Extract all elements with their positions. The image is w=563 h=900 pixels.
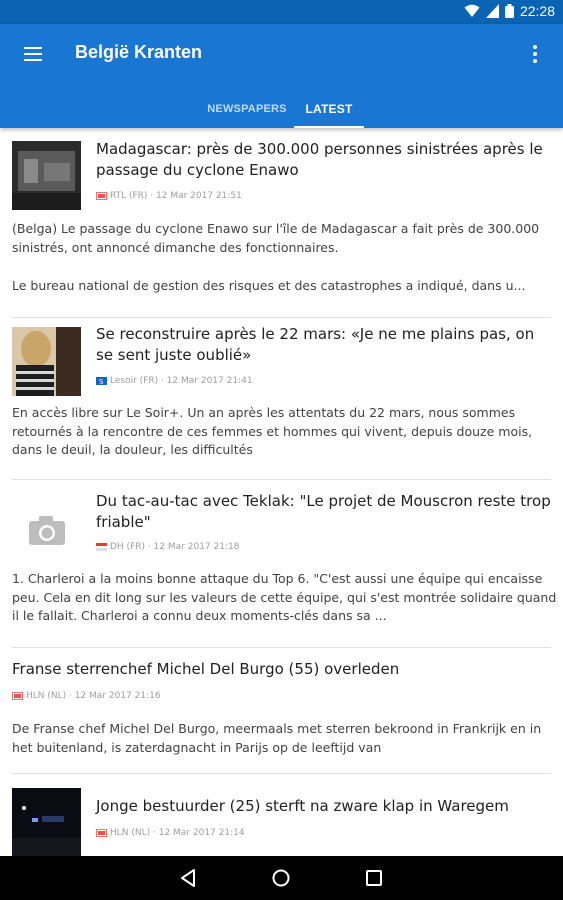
article-headline: Du tac-au-tac avec Teklak: "Le projet de Mouscron reste trop friable" xyxy=(96,492,551,531)
news-feed[interactable] xyxy=(0,128,563,856)
camera-icon xyxy=(12,495,81,564)
article-snippet: 1. Charleroi a la moins bonne attaque du Top 6. "C'est aussi une équipe qui encaisse peu. Cela en dit long sur les valeurs de cette équipe, qui s'est montrée solidaire quand il le fallait. Charleroi a connu deux moments-clés dans sa ... xyxy=(12,571,557,623)
article-meta xyxy=(12,691,161,701)
article-thumbnail xyxy=(12,327,81,396)
app-bar xyxy=(0,24,563,128)
tab-newspapers[interactable]: NEWSPAPERS xyxy=(207,103,287,115)
article-thumbnail xyxy=(12,788,81,856)
article-item[interactable] xyxy=(0,324,563,480)
wifi-icon xyxy=(464,4,480,18)
article-headline: Madagascar: près de 300.000 personnes sinistrées après le passage du cyclone Enawo xyxy=(96,140,543,179)
status-bar xyxy=(0,0,563,24)
article-thumbnail xyxy=(12,141,81,210)
article-snippet: (Belga) Le passage du cyclone Enawo sur l'île de Madagascar a fait près de 300.000 sinistrés, ont annoncé dimanche des fonctionnaires. xyxy=(12,221,540,255)
status-time: 22:28 xyxy=(519,3,555,19)
article-item[interactable] xyxy=(0,480,563,648)
article-item[interactable] xyxy=(0,128,563,324)
article-meta xyxy=(96,828,245,838)
article-source-date: Lesoir (FR) · 12 Mar 2017 21:41 xyxy=(110,376,253,386)
dot-icon xyxy=(533,52,537,56)
battery-icon xyxy=(505,4,514,18)
svg-text:S: S xyxy=(99,378,104,385)
article-source-date: DH (FR) · 12 Mar 2017 21:18 xyxy=(110,542,240,552)
menu-icon-line xyxy=(24,53,42,55)
article-meta xyxy=(96,376,253,386)
menu-icon-line xyxy=(24,47,42,49)
flag-icon xyxy=(96,829,107,837)
tab-latest[interactable]: LATEST xyxy=(294,90,364,128)
article-source-date: HLN (NL) · 12 Mar 2017 21:14 xyxy=(110,828,245,838)
dot-icon xyxy=(533,59,537,63)
article-headline: Jonge bestuurder (25) sterft na zware klap in Waregem xyxy=(96,797,509,815)
article-item[interactable] xyxy=(0,648,563,774)
navigation-bar xyxy=(0,856,563,900)
article-source-date: HLN (NL) · 12 Mar 2017 21:16 xyxy=(26,691,161,701)
dot-icon xyxy=(533,45,537,49)
flag-icon xyxy=(96,192,107,200)
article-snippet: De Franse chef Michel Del Burgo, meermaals met sterren bekroond in Frankrijk en in het buitenland, is zaterdagnacht in Parijs op de leeftijd van xyxy=(12,721,542,755)
overflow-menu-button[interactable] xyxy=(525,42,545,66)
menu-button[interactable] xyxy=(18,40,50,68)
back-icon[interactable] xyxy=(177,866,201,890)
home-icon[interactable] xyxy=(269,866,293,890)
flag-icon xyxy=(96,543,107,551)
signal-icon xyxy=(486,4,499,18)
menu-icon-line xyxy=(24,59,42,61)
article-snippet: Le bureau national de gestion des risques et des catastrophes a indiqué, dans u... xyxy=(12,278,526,293)
article-meta xyxy=(96,542,239,552)
status-icons xyxy=(464,3,555,19)
article-meta xyxy=(96,191,242,201)
flag-icon xyxy=(12,692,23,700)
article-headline: Se reconstruire après le 22 mars: «Je ne me plains pas, on se sent juste oublié» xyxy=(96,325,535,364)
article-headline: Franse sterrenchef Michel Del Burgo (55) overleden xyxy=(12,660,400,678)
article-item[interactable] xyxy=(0,774,563,856)
app-title: België Kranten xyxy=(75,42,203,62)
divider xyxy=(12,317,551,318)
article-snippet: En accès libre sur Le Soir+. Un an après les attentats du 22 mars, nous sommes retournés à la rencontre de ces femmes et hommes qui vivent, depuis douze mois, dans le deuil, la douleur, les difficultés xyxy=(12,405,533,457)
tab-bar xyxy=(0,90,563,128)
article-source-date: RTL (FR) · 12 Mar 2017 21:51 xyxy=(110,191,242,201)
recents-icon[interactable] xyxy=(362,866,386,890)
source-logo-icon xyxy=(96,377,107,385)
